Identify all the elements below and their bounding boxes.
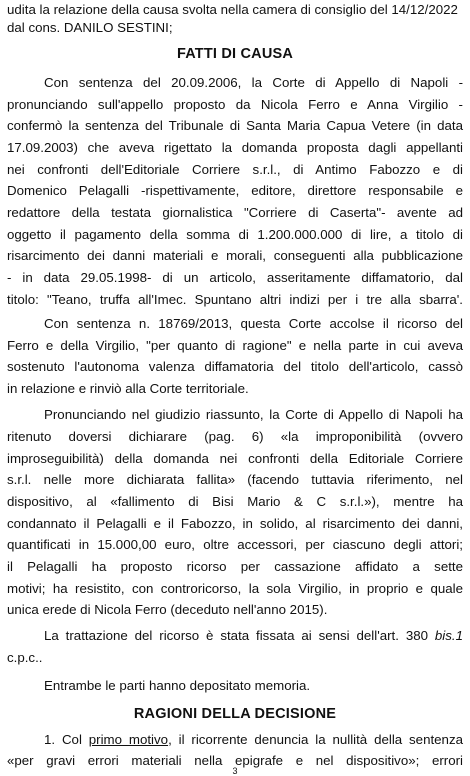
paragraph-line: in relazione e rinviò alla Corte territoriale. <box>7 381 249 396</box>
primo-motivo-text: primo motivo <box>88 732 169 747</box>
intro-line: dal cons. DANILO SESTINI; <box>7 20 173 35</box>
paragraph-line: Entrambe le parti hanno depositato memoria. <box>44 678 311 693</box>
paragraph-line: Domenico Pelagalli -rispettivamente, editore, direttore responsabile e <box>7 183 463 198</box>
paragraph-line: nei confronti dell'Editoriale Corriere s.r.l., di Antimo Fabozzo e di <box>7 162 463 177</box>
paragraph-line <box>44 732 463 748</box>
bis-1-text: bis.1 <box>434 628 463 643</box>
paragraph-line: risarcimento dei danni materiali e morali, conseguenti alla pubblicazione <box>7 248 463 263</box>
paragraph-line: sostenuto l'autonoma valenza diffamatoria del titolo dell'articolo, cassò <box>7 359 463 374</box>
paragraph-line: il Pelagalli ha proposto ricorso per cassazione affidato a sette <box>7 559 463 574</box>
paragraph-line: Con sentenza n. 18769/2013, questa Corte accolse il ricorso del <box>44 316 463 331</box>
heading-fatti-di-causa: FATTI DI CAUSA <box>176 46 294 62</box>
paragraph-line: pronunciando sull'appello proposto da Nicola Ferro e Anna Virgilio - <box>7 97 463 112</box>
paragraph-line: condannato il Pelagalli e il Fabozzo, in solido, al risarcimento dei danni, <box>7 516 463 531</box>
paragraph-line: «per gravi errori materiali nella epigrafe e nel dispositivo»; errori <box>7 753 463 768</box>
paragraph-line: Con sentenza del 20.09.2006, la Corte di Appello di Napoli - <box>44 75 463 90</box>
paragraph-line: quantificati in 15.000,00 euro, oltre accessori, per ciascuno degli attori; <box>7 537 463 552</box>
paragraph-line: ritenuto doversi dichiarare (pag. 6) «la improponibilità (ovvero <box>7 429 463 444</box>
paragraph-line: confermò la sentenza del Tribunale di Santa Maria Capua Vetere (in data <box>7 118 463 133</box>
paragraph-line: - in data 29.05.1998- di un articolo, asseritamente diffamatorio, dal <box>7 270 463 285</box>
paragraph-line <box>44 628 463 644</box>
paragraph-line: Pronunciando nel giudizio riassunto, la Corte di Appello di Napoli ha <box>44 407 463 422</box>
paragraph-line: oggetto il pagamento della somma di 1.200.000.000 di lire, a titolo di <box>7 227 463 242</box>
paragraph-line: motivi; ha resistito, con controricorso, la sola Virgilio, in proprio e quale <box>7 581 463 596</box>
motivo-text: , il ricorrente denuncia la nullità della sentenza <box>168 732 463 747</box>
paragraph-line: Ferro e della Virgilio, "per quanto di ragione" e nella parte in cui aveva <box>7 338 463 353</box>
heading-ragioni-della-decisione: RAGIONI DELLA DECISIONE <box>133 706 337 722</box>
paragraph-line: improseguibilità) della domanda nei confronti della Editoriale Corriere <box>7 451 463 466</box>
motivo-prefix: 1. Col <box>44 732 82 747</box>
art-380-text: La trattazione del ricorso è stata fissata ai sensi dell'art. 380 <box>44 628 429 643</box>
paragraph-line: titolo: "Teano, truffa all'Imec. Spuntano altri indizi per i tre alla sbarra'. <box>7 292 463 307</box>
intro-line: udita la relazione della causa svolta nella camera di consiglio del 14/12/2022 <box>7 2 458 17</box>
paragraph-line: c.p.c.. <box>7 650 43 665</box>
page-number: 3 <box>232 766 238 776</box>
paragraph-line: dispositivo, al «fallimento di Bisi Mario & C s.r.l.»), mentre ha <box>7 494 463 509</box>
paragraph-line: unica erede di Nicola Ferro (deceduto nell'anno 2015). <box>7 602 328 617</box>
paragraph-line: 17.09.2003) che aveva rigettato la domanda proposta dagli appellanti <box>7 140 463 155</box>
paragraph-line: redattore della testata giornalistica "Corriere di Caserta"- avente ad <box>7 205 463 220</box>
paragraph-line: s.r.l. nelle more dichiarata fallita» (facendo tuttavia riferimento, nel <box>7 472 463 487</box>
